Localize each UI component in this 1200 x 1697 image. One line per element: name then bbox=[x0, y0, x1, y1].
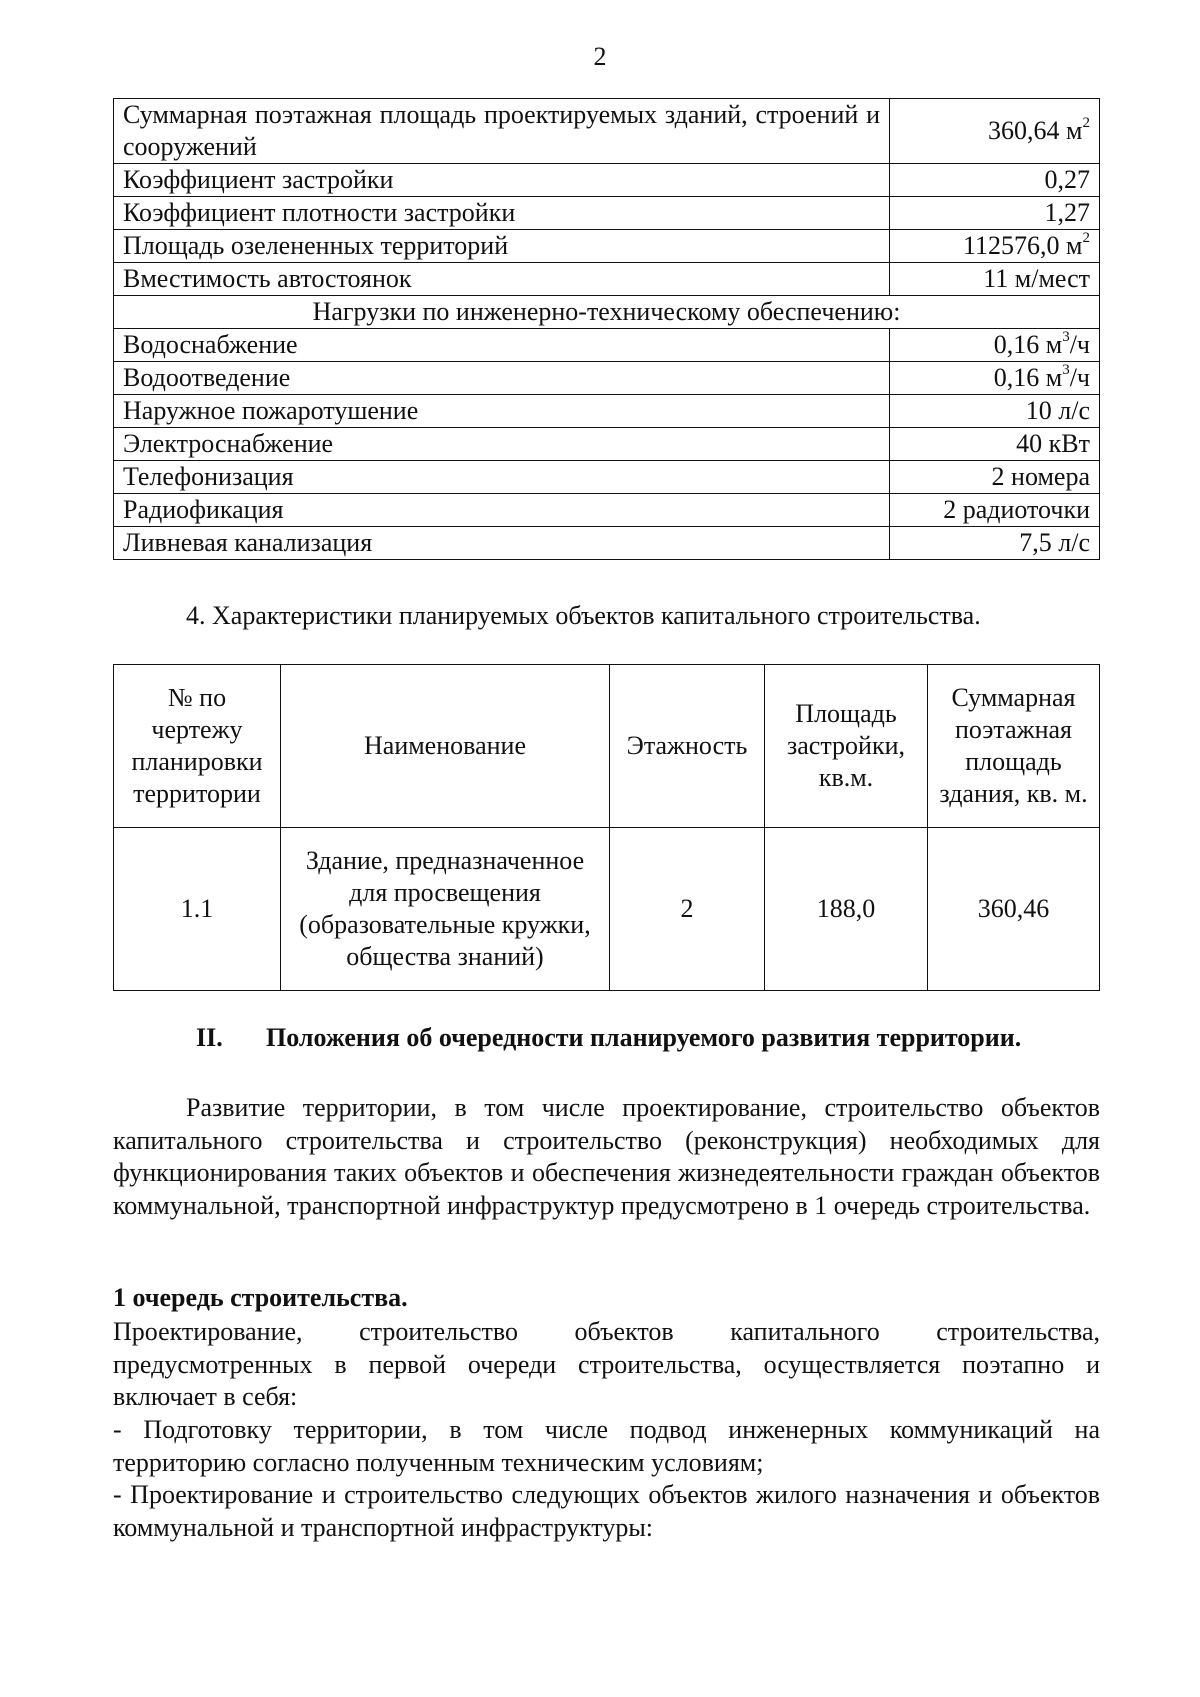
table-row bbox=[114, 362, 1100, 395]
page-number: 2 bbox=[593, 42, 607, 71]
value-text: 0,16 м bbox=[993, 363, 1063, 392]
table-row bbox=[114, 527, 1100, 560]
table-cell-value: 0,27 bbox=[890, 164, 1100, 197]
section-2-heading bbox=[196, 1023, 1021, 1053]
table-cell-value bbox=[890, 99, 1100, 164]
table-cell-label: Суммарная поэтажная площадь проектируемых зданий, строений и сооружений bbox=[114, 99, 890, 164]
cell-area: 188,0 bbox=[765, 828, 928, 991]
section-2-title: Положения об очередности планируемого развития территории. bbox=[266, 1023, 1022, 1052]
table-row bbox=[114, 296, 1100, 329]
table-cell-label: Телефонизация bbox=[114, 461, 890, 494]
table-cell-value: 11 м/мест bbox=[890, 263, 1100, 296]
value-text: 112576,0 м bbox=[963, 231, 1083, 260]
paragraph-development: Развитие территории, в том числе проектирование, строительство объектов капитального строительства и строительство (реконструкция) необходимых для функционирования таких объектов и обеспечения жизнедеятельности граждан объектов коммунальной, транспортной инфраструктур предусмотрено в 1 очередь строительства. bbox=[113, 1093, 1100, 1220]
value-text: 360,64 м bbox=[988, 116, 1083, 145]
cell-total-area: 360,46 bbox=[928, 828, 1100, 991]
table-cell-value bbox=[890, 362, 1100, 395]
table-row bbox=[114, 99, 1100, 164]
table-row bbox=[114, 461, 1100, 494]
table-cell-value bbox=[890, 329, 1100, 362]
header-cell-floors: Этажность bbox=[610, 665, 765, 828]
header-cell-total-area: Суммарная поэтажная площадь здания, кв. м. bbox=[928, 665, 1100, 828]
value-text: 0,16 м bbox=[993, 330, 1063, 359]
header-cell-area: Площадь застройки, кв.м. bbox=[765, 665, 928, 828]
table-cell-label: Площадь озелененных территорий bbox=[114, 230, 890, 263]
value-sup: 2 bbox=[1082, 230, 1090, 247]
table-row bbox=[114, 395, 1100, 428]
paragraph-territory-prep: - Подготовку территории, в том числе подвод инженерных коммуникаций на территорию согласно полученным техническим условиям; bbox=[113, 1415, 1100, 1477]
table-cell-label: Электроснабжение bbox=[114, 428, 890, 461]
value-unit: /ч bbox=[1069, 363, 1090, 392]
objects-table bbox=[113, 664, 1100, 991]
section-4-title: 4. Характеристики планируемых объектов капитального строительства. bbox=[186, 601, 981, 630]
value-sup: 3 bbox=[1062, 362, 1070, 379]
table-cell-label: Водоотведение bbox=[114, 362, 890, 395]
table-cell-label: Вместимость автостоянок bbox=[114, 263, 890, 296]
cell-floors: 2 bbox=[610, 828, 765, 991]
stage-title: 1 очередь строительства. bbox=[113, 1283, 408, 1312]
table-cell-value: 2 номера bbox=[890, 461, 1100, 494]
table-row bbox=[114, 230, 1100, 263]
table-cell-value: 1,27 bbox=[890, 197, 1100, 230]
table-cell-value: 10 л/с bbox=[890, 395, 1100, 428]
table-cell-value: 7,5 л/с bbox=[890, 527, 1100, 560]
table-row bbox=[114, 263, 1100, 296]
table-row bbox=[114, 828, 1100, 991]
table-cell-label: Радиофикация bbox=[114, 494, 890, 527]
cell-name: Здание, предназначенное для просвещения (образовательные кружки, общества знаний) bbox=[281, 828, 610, 991]
value-sup: 2 bbox=[1082, 115, 1090, 132]
table-header-row bbox=[114, 665, 1100, 828]
value-unit: /ч bbox=[1069, 330, 1090, 359]
table-cell-label: Коэффициент плотности застройки bbox=[114, 197, 890, 230]
section-2-number: II. bbox=[196, 1023, 223, 1052]
loads-header: Нагрузки по инженерно-техническому обеспечению: bbox=[114, 296, 1100, 329]
cell-number: 1.1 bbox=[114, 828, 281, 991]
value-sup: 3 bbox=[1062, 329, 1070, 346]
table-row bbox=[114, 329, 1100, 362]
table-cell-label: Водоснабжение bbox=[114, 329, 890, 362]
table-cell-label: Наружное пожаротушение bbox=[114, 395, 890, 428]
paragraph-design-construction: - Проектирование и строительство следующих объектов жилого назначения и объектов коммунальной и транспортной инфраструктуры: bbox=[113, 1480, 1100, 1542]
indicators-table bbox=[113, 98, 1100, 560]
table-row bbox=[114, 197, 1100, 230]
table-row bbox=[114, 494, 1100, 527]
table-cell-value: 2 радиоточки bbox=[890, 494, 1100, 527]
table-cell-label: Ливневая канализация bbox=[114, 527, 890, 560]
table-cell-value: 40 кВт bbox=[890, 428, 1100, 461]
table-row bbox=[114, 164, 1100, 197]
header-cell-number: № по чертежу планировки территории bbox=[114, 665, 281, 828]
table-cell-value bbox=[890, 230, 1100, 263]
table-cell-label: Коэффициент застройки bbox=[114, 164, 890, 197]
table-row bbox=[114, 428, 1100, 461]
paragraph-stage-intro: Проектирование, строительство объектов капитального строительства, предусмотренных в первой очереди строительства, осуществляется поэтапно и включает в себя: bbox=[113, 1317, 1100, 1411]
header-cell-name: Наименование bbox=[281, 665, 610, 828]
